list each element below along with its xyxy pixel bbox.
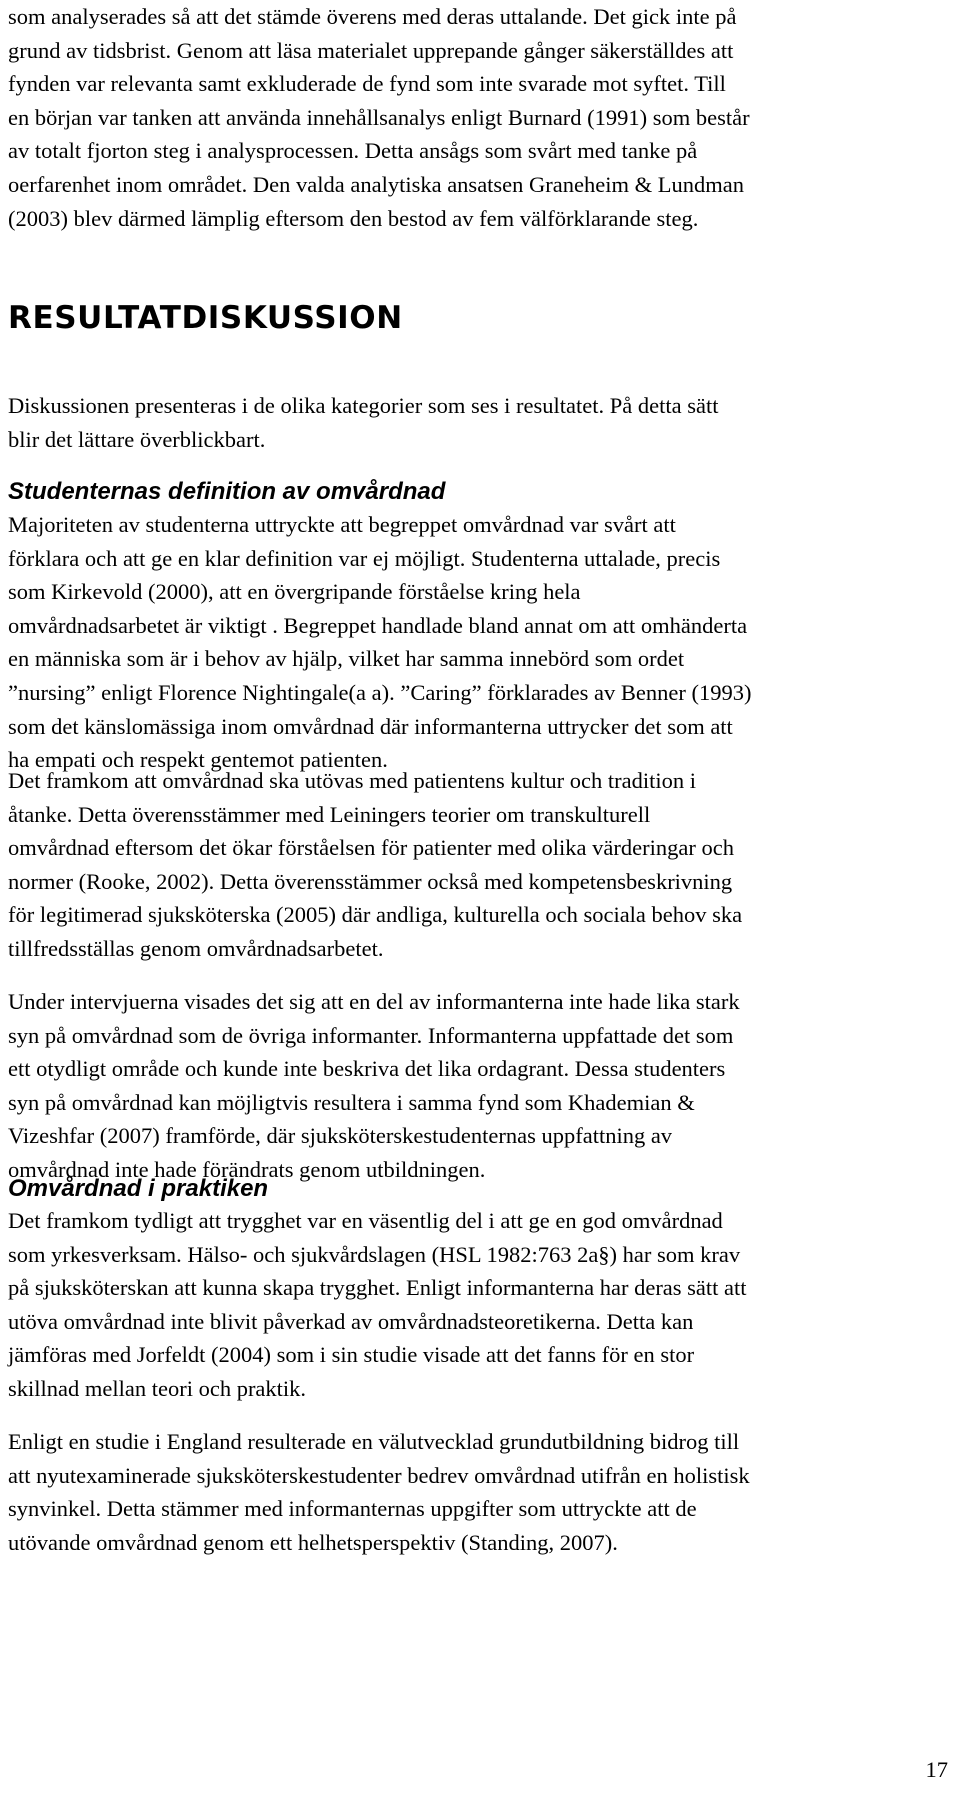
text-line: skillnad mellan teori och praktik. [8, 1375, 307, 1401]
definition-paragraph-2 [8, 764, 952, 966]
text-line: omvårdnad eftersom det ökar förståelsen för patienter med olika värderingar och [8, 835, 734, 861]
text-line: som yrkesverksam. Hälso- och sjukvårdslagen (HSL 1982:763 2a§) har som krav [8, 1241, 741, 1267]
text-line: åtanke. Detta överensstämmer med Leiningers teorier om transkulturell [8, 801, 651, 827]
text-line: utövande omvårdnad genom ett helhetsperspektiv (Standing, 2007). [8, 1529, 618, 1555]
subsection-title-practice: Omvårdnad i praktiken [8, 1175, 269, 1202]
text-line: normer (Rooke, 2002). Detta överensstämmer också med kompetensbeskrivning [8, 868, 733, 894]
text-line: som det känslomässiga inom omvårdnad där informanterna uttrycker det som att [8, 713, 733, 739]
text-line: oerfarenhet inom området. Den valda analytiska ansatsen Graneheim & Lundman [8, 171, 744, 197]
text-line: en människa som är i behov av hjälp, vilket har samma innebörd som ordet [8, 646, 685, 672]
text-line: en början var tanken att använda innehållsanalys enligt Burnard (1991) som består [8, 104, 750, 130]
text-line: fynden var relevanta samt exkluderade de fynd som inte svarade mot syftet. Till [8, 71, 726, 97]
subsection-title-definition: Studenternas definition av omvårdnad [8, 478, 446, 505]
text-line: Det framkom att omvårdnad ska utövas med patientens kultur och tradition i [8, 768, 696, 793]
section-heading: RESULTATDISKUSSION [8, 300, 403, 336]
page-number: 17 [925, 1757, 948, 1782]
text-line: synvinkel. Detta stämmer med informanternas uppgifter som uttryckte att de [8, 1496, 697, 1522]
text-line: för legitimerad sjuksköterska (2005) där andliga, kulturella och sociala behov ska [8, 902, 743, 928]
definition-paragraph-1 [8, 508, 952, 777]
text-line: som Kirkevold (2000), att en övergripande förståelse kring hela [8, 579, 581, 605]
text-line: utöva omvårdnad inte blivit påverkad av omvårdnadsteoretikerna. Detta kan [8, 1308, 694, 1334]
text-line: Diskussionen presenteras i de olika kategorier som ses i resultatet. På detta sätt [8, 393, 719, 418]
text-line: omvårdnad inte hade förändrats genom utbildningen. [8, 1156, 486, 1182]
text-line: Vizeshfar (2007) framförde, där sjuksköterskestudenternas uppfattning av [8, 1123, 673, 1149]
text-line: Majoriteten av studenterna uttryckte att begreppet omvårdnad var svårt att [8, 512, 676, 537]
text-line: att nyutexaminerade sjuksköterskestudenter bedrev omvårdnad utifrån en holistisk [8, 1462, 750, 1488]
practice-paragraph-1 [8, 1204, 952, 1406]
text-line: som analyserades så att det stämde överens med deras uttalande. Det gick inte på [8, 4, 737, 29]
text-line: Det framkom tydligt att trygghet var en väsentlig del i att ge en god omvårdnad [8, 1208, 723, 1233]
text-line: omvårdnadsarbetet är viktigt . Begreppet handlade bland annat om att omhänderta [8, 612, 748, 638]
text-line: (2003) blev därmed lämplig eftersom den bestod av fem välförklarande steg. [8, 205, 699, 231]
intro-paragraph [8, 0, 952, 235]
text-line: på sjuksköterskan att kunna skapa trygghet. Enligt informanterna har deras sätt att [8, 1275, 747, 1301]
text-line: blir det lättare överblickbart. [8, 426, 266, 452]
text-line: ett otydligt område och kunde inte beskriva det lika ordagrant. Dessa studenters [8, 1056, 726, 1082]
text-line: syn på omvårdnad som de övriga informanter. Informanterna uppfattade det som [8, 1022, 734, 1048]
definition-paragraph-3 [8, 985, 952, 1187]
text-line: Enligt en studie i England resulterade en välutvecklad grundutbildning bidrog till [8, 1429, 740, 1454]
practice-paragraph-2 [8, 1425, 952, 1559]
text-line: syn på omvårdnad kan möjligtvis resultera i samma fynd som Khademian & [8, 1089, 695, 1115]
text-line: av totalt fjorton steg i analysprocessen. Detta ansågs som svårt med tanke på [8, 138, 698, 164]
text-line: Under intervjuerna visades det sig att en del av informanterna inte hade lika stark [8, 989, 740, 1014]
section-intro-paragraph [8, 389, 952, 456]
text-line: ”nursing” enligt Florence Nightingale(a a). ”Caring” förklarades av Benner (1993) [8, 679, 752, 705]
text-line: förklara och att ge en klar definition var ej möjligt. Studenterna uttalade, precis [8, 545, 721, 571]
text-line: grund av tidsbrist. Genom att läsa materialet upprepande gånger säkerställdes att [8, 37, 734, 63]
text-line: tillfredsställas genom omvårdnadsarbetet. [8, 935, 384, 961]
text-line: jämföras med Jorfeldt (2004) som i sin studie visade att det fanns för en stor [8, 1342, 695, 1368]
text-line: ha empati och respekt gentemot patienten. [8, 747, 388, 773]
